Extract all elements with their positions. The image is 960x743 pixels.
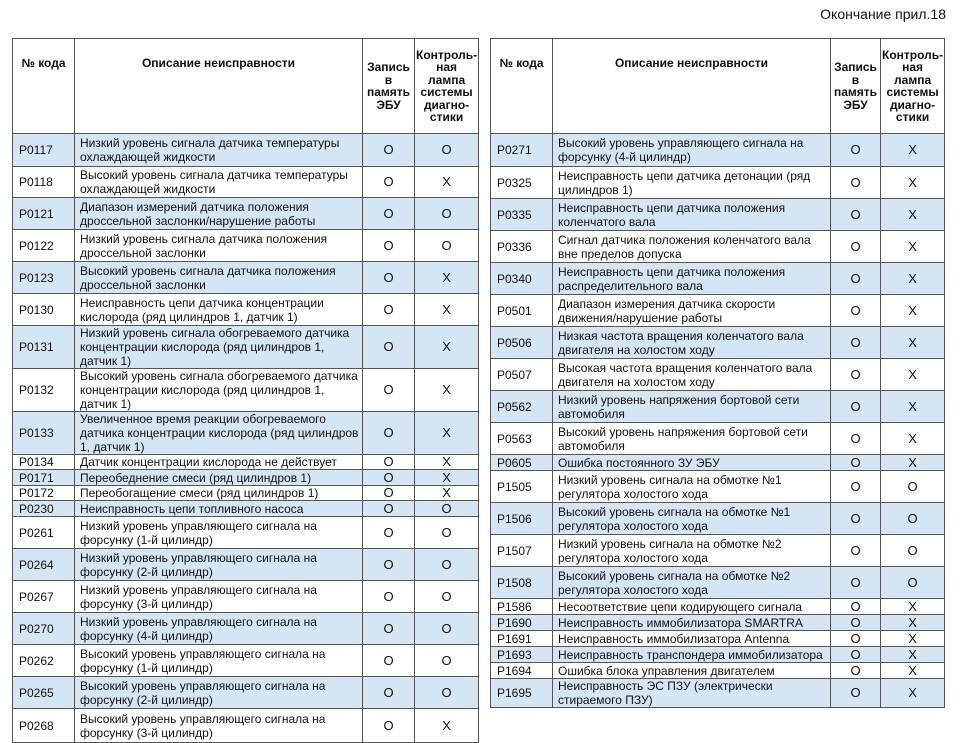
table-row [491, 295, 945, 327]
memory-cell: O [831, 599, 881, 615]
memory-cell: O [363, 486, 415, 501]
memory-cell: O [363, 645, 415, 677]
description-cell: Переобогащение смеси (ряд цилиндров 1) [75, 486, 363, 501]
lamp-cell: X [881, 615, 945, 631]
description-cell: Диапазон измерения датчика скорости движения/нарушение работы [553, 295, 831, 327]
table-row [491, 423, 945, 455]
memory-cell: O [363, 198, 415, 230]
table-row [13, 517, 479, 549]
table-row [491, 263, 945, 295]
code-cell: P0267 [13, 581, 75, 613]
description-cell: Неисправность цепи датчика концентрации кислорода (ряд цилиндров 1, датчик 1) [75, 294, 363, 326]
description-cell: Неисправность цепи датчика детонации (ряд цилиндров 1) [553, 167, 831, 199]
lamp-cell: O [415, 198, 479, 230]
memory-cell: O [363, 613, 415, 645]
code-cell: P1505 [491, 471, 553, 503]
description-cell: Неисправность иммобилизатора SMARTRA [553, 615, 831, 631]
table-row [13, 134, 479, 167]
code-cell: P0336 [491, 231, 553, 263]
lamp-cell: X [415, 369, 479, 412]
code-cell: P0171 [13, 470, 75, 486]
memory-cell: O [363, 326, 415, 369]
memory-cell: O [831, 391, 881, 423]
table-row [491, 647, 945, 663]
table-row [13, 326, 479, 369]
page-title: Окончание прил.18 [820, 6, 946, 22]
code-cell: P1508 [491, 567, 553, 599]
description-cell: Увеличенное время реакции обогреваемого датчика концентрации кислорода (ряд цилиндров 1, датчик 1) [75, 412, 363, 455]
code-cell: P0121 [13, 198, 75, 230]
memory-cell: O [363, 230, 415, 262]
memory-cell: O [363, 369, 415, 412]
memory-cell: O [831, 295, 881, 327]
memory-cell: O [831, 615, 881, 631]
description-cell: Высокий уровень управляющего сигнала на форсунку (4-й цилиндр) [553, 134, 831, 167]
header-code: № кода [491, 39, 553, 134]
memory-cell: O [363, 677, 415, 709]
code-cell: P0118 [13, 167, 75, 198]
table-row [13, 230, 479, 262]
table-row [13, 486, 479, 501]
description-cell: Неисправность цепи топливного насоса [75, 501, 363, 517]
code-cell: P0501 [491, 295, 553, 327]
table-row [491, 455, 945, 471]
code-cell: P1695 [491, 679, 553, 708]
code-cell: P0563 [491, 423, 553, 455]
header-description: Описание неисправности [75, 39, 363, 134]
code-cell: P1691 [491, 631, 553, 647]
table-row [13, 412, 479, 455]
description-cell: Низкий уровень управляющего сигнала на форсунку (3-й цилиндр) [75, 581, 363, 613]
description-cell: Датчик концентрации кислорода не действует [75, 455, 363, 470]
description-cell: Высокий уровень управляющего сигнала на форсунку (3-й цилиндр) [75, 709, 363, 743]
memory-cell: O [831, 455, 881, 471]
description-cell: Низкий уровень напряжения бортовой сети автомобиля [553, 391, 831, 423]
memory-cell: O [831, 327, 881, 359]
code-cell: P0265 [13, 677, 75, 709]
fault-table-right [490, 38, 945, 708]
code-cell: P1507 [491, 535, 553, 567]
code-cell: P0117 [13, 134, 75, 167]
lamp-cell: X [881, 647, 945, 663]
header-description: Описание неисправности [553, 39, 831, 134]
lamp-cell: X [881, 263, 945, 295]
description-cell: Неисправность ЭС ПЗУ (электрически стираемого ПЗУ) [553, 679, 831, 708]
memory-cell: O [831, 647, 881, 663]
lamp-cell: O [881, 535, 945, 567]
code-cell: P1586 [491, 599, 553, 615]
lamp-cell: X [415, 470, 479, 486]
code-cell: P1690 [491, 615, 553, 631]
description-cell: Высокий уровень сигнала датчика положения дроссельной заслонки [75, 262, 363, 294]
memory-cell: O [363, 455, 415, 470]
lamp-cell: X [415, 326, 479, 369]
lamp-cell: O [415, 549, 479, 581]
description-cell: Высокая частота вращения коленчатого вала двигателя на холостом ходу [553, 359, 831, 391]
table-row [13, 581, 479, 613]
code-cell: P1506 [491, 503, 553, 535]
memory-cell: O [363, 470, 415, 486]
memory-cell: O [363, 517, 415, 549]
table-row [491, 327, 945, 359]
memory-cell: O [363, 549, 415, 581]
description-cell: Сигнал датчика положения коленчатого вала вне пределов допуска [553, 231, 831, 263]
code-cell: P0131 [13, 326, 75, 369]
code-cell: P0268 [13, 709, 75, 743]
description-cell: Высокий уровень сигнала датчика температуры охлаждающей жидкости [75, 167, 363, 198]
description-cell: Несоответствие цепи кодирующего сигнала [553, 599, 831, 615]
lamp-cell: X [881, 134, 945, 167]
memory-cell: O [831, 631, 881, 647]
table-row [13, 262, 479, 294]
table-row [491, 231, 945, 263]
table-row [13, 613, 479, 645]
code-cell: P0230 [13, 501, 75, 517]
code-cell: P0132 [13, 369, 75, 412]
lamp-cell: O [415, 230, 479, 262]
lamp-cell: X [415, 709, 479, 743]
table-row [13, 198, 479, 230]
lamp-cell: O [415, 645, 479, 677]
lamp-cell: X [415, 262, 479, 294]
memory-cell: O [363, 167, 415, 198]
header-memory: Запись в память ЭБУ [831, 39, 881, 134]
table-row [491, 167, 945, 199]
header-lamp: Контроль-ная лампа системы диагно-стики [881, 39, 945, 134]
description-cell: Высокий уровень управляющего сигнала на форсунку (1-й цилиндр) [75, 645, 363, 677]
description-cell: Неисправность транспондера иммобилизатора [553, 647, 831, 663]
memory-cell: O [363, 262, 415, 294]
lamp-cell: O [415, 517, 479, 549]
description-cell: Диапазон измерений датчика положения дроссельной заслонки/нарушение работы [75, 198, 363, 230]
memory-cell: O [831, 471, 881, 503]
memory-cell: O [831, 134, 881, 167]
code-cell: P0507 [491, 359, 553, 391]
description-cell: Неисправность цепи датчика положения распределительного вала [553, 263, 831, 295]
code-cell: P0262 [13, 645, 75, 677]
table-row [491, 615, 945, 631]
lamp-cell: O [415, 677, 479, 709]
lamp-cell: X [881, 391, 945, 423]
description-cell: Ошибка постоянного ЗУ ЭБУ [553, 455, 831, 471]
code-cell: P0264 [13, 549, 75, 581]
lamp-cell: X [881, 359, 945, 391]
code-cell: P0605 [491, 455, 553, 471]
header-code: № кода [13, 39, 75, 134]
memory-cell: O [363, 134, 415, 167]
description-cell: Низкий уровень управляющего сигнала на форсунку (4-й цилиндр) [75, 613, 363, 645]
description-cell: Низкий уровень сигнала датчика положения дроссельной заслонки [75, 230, 363, 262]
lamp-cell: O [415, 134, 479, 167]
memory-cell: O [363, 294, 415, 326]
description-cell: Переобеднение смеси (ряд цилиндров 1) [75, 470, 363, 486]
lamp-cell: O [881, 567, 945, 599]
lamp-cell: X [881, 663, 945, 679]
memory-cell: O [363, 412, 415, 455]
lamp-cell: X [881, 599, 945, 615]
memory-cell: O [831, 679, 881, 708]
memory-cell: O [831, 663, 881, 679]
lamp-cell: X [881, 631, 945, 647]
lamp-cell: O [415, 581, 479, 613]
code-cell: P1694 [491, 663, 553, 679]
table-row [13, 369, 479, 412]
description-cell: Высокий уровень сигнала на обмотке №2 регулятора холостого хода [553, 567, 831, 599]
table-row [491, 503, 945, 535]
fault-table-left [12, 38, 479, 743]
code-cell: P0130 [13, 294, 75, 326]
table-row [13, 294, 479, 326]
description-cell: Высокий уровень сигнала обогреваемого датчика концентрации кислорода (ряд цилиндров 1, датчик 1) [75, 369, 363, 412]
lamp-cell: X [881, 199, 945, 231]
lamp-cell: O [881, 503, 945, 535]
description-cell: Высокий уровень напряжения бортовой сети автомобиля [553, 423, 831, 455]
code-cell: P0270 [13, 613, 75, 645]
description-cell: Низкий уровень сигнала на обмотке №1 регулятора холостого хода [553, 471, 831, 503]
table-row [13, 709, 479, 743]
code-cell: P0340 [491, 263, 553, 295]
lamp-cell: X [415, 294, 479, 326]
table-row [491, 599, 945, 615]
code-cell: P0133 [13, 412, 75, 455]
description-cell: Ошибка блока управления двигателем [553, 663, 831, 679]
memory-cell: O [831, 199, 881, 231]
code-cell: P0134 [13, 455, 75, 470]
table-row [491, 631, 945, 647]
memory-cell: O [831, 567, 881, 599]
lamp-cell: X [881, 455, 945, 471]
table-row [13, 645, 479, 677]
lamp-cell: X [415, 455, 479, 470]
description-cell: Высокий уровень управляющего сигнала на форсунку (2-й цилиндр) [75, 677, 363, 709]
description-cell: Низкий уровень сигнала датчика температуры охлаждающей жидкости [75, 134, 363, 167]
header-row [13, 39, 479, 134]
code-cell: P0506 [491, 327, 553, 359]
table-row [13, 470, 479, 486]
memory-cell: O [363, 581, 415, 613]
table-row [13, 455, 479, 470]
code-cell: P0123 [13, 262, 75, 294]
code-cell: P1693 [491, 647, 553, 663]
memory-cell: O [831, 423, 881, 455]
memory-cell: O [831, 263, 881, 295]
table-row [491, 663, 945, 679]
lamp-cell: X [415, 167, 479, 198]
lamp-cell: O [415, 613, 479, 645]
memory-cell: O [831, 503, 881, 535]
table-row [491, 535, 945, 567]
lamp-cell: X [881, 295, 945, 327]
header-lamp: Контроль-ная лампа системы диагно-стики [415, 39, 479, 134]
table-row [13, 677, 479, 709]
description-cell: Низкий уровень управляющего сигнала на форсунку (2-й цилиндр) [75, 549, 363, 581]
description-cell: Низкий уровень управляющего сигнала на форсунку (1-й цилиндр) [75, 517, 363, 549]
description-cell: Низкий уровень сигнала на обмотке №2 регулятора холостого хода [553, 535, 831, 567]
header-row [491, 39, 945, 134]
memory-cell: O [363, 501, 415, 517]
description-cell: Неисправность цепи датчика положения коленчатого вала [553, 199, 831, 231]
description-cell: Неисправность иммобилизатора Antenna [553, 631, 831, 647]
memory-cell: O [363, 709, 415, 743]
lamp-cell: X [881, 423, 945, 455]
memory-cell: O [831, 231, 881, 263]
lamp-cell: X [881, 679, 945, 708]
table-row [491, 199, 945, 231]
code-cell: P0271 [491, 134, 553, 167]
header-memory: Запись в память ЭБУ [363, 39, 415, 134]
table-body [13, 134, 479, 743]
lamp-cell: X [881, 231, 945, 263]
lamp-cell: X [881, 327, 945, 359]
table-row [491, 471, 945, 503]
table-row [491, 134, 945, 167]
lamp-cell: X [415, 412, 479, 455]
memory-cell: O [831, 167, 881, 199]
lamp-cell: O [881, 471, 945, 503]
table-row [491, 567, 945, 599]
table-row [491, 359, 945, 391]
table-row [491, 679, 945, 708]
memory-cell: O [831, 535, 881, 567]
table-row [491, 391, 945, 423]
table-row [13, 501, 479, 517]
code-cell: P0335 [491, 199, 553, 231]
table-row [13, 549, 479, 581]
lamp-cell: X [881, 167, 945, 199]
description-cell: Высокий уровень сигнала на обмотке №1 регулятора холостого хода [553, 503, 831, 535]
lamp-cell: X [415, 486, 479, 501]
memory-cell: O [831, 359, 881, 391]
description-cell: Низкая частота вращения коленчатого вала двигателя на холостом ходу [553, 327, 831, 359]
code-cell: P0122 [13, 230, 75, 262]
code-cell: P0325 [491, 167, 553, 199]
lamp-cell: O [415, 501, 479, 517]
code-cell: P0562 [491, 391, 553, 423]
table-body [491, 134, 945, 708]
code-cell: P0172 [13, 486, 75, 501]
table-row [13, 167, 479, 198]
description-cell: Низкий уровень сигнала обогреваемого датчика концентрации кислорода (ряд цилиндров 1, датчик 1) [75, 326, 363, 369]
code-cell: P0261 [13, 517, 75, 549]
